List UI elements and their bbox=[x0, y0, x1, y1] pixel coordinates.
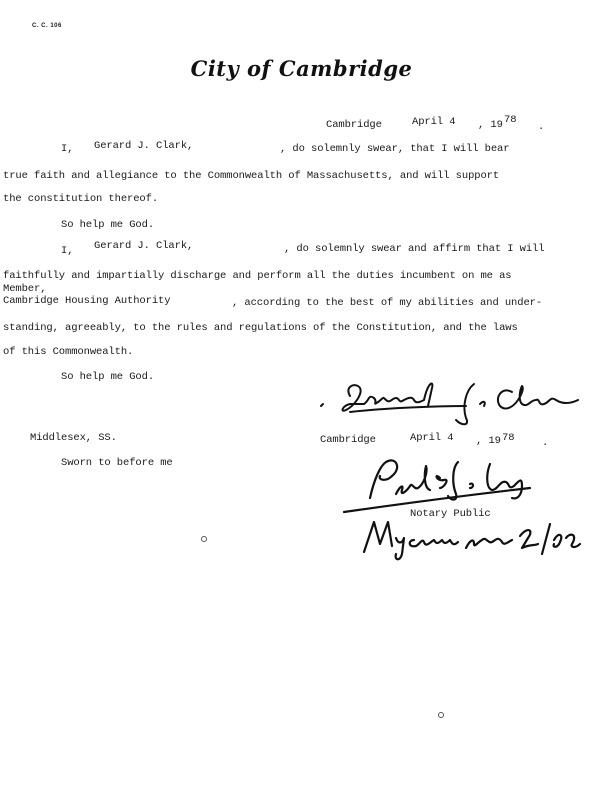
oath1-year-prefix: , 19 bbox=[478, 119, 503, 131]
document-title: City of Cambridge bbox=[190, 56, 413, 81]
oath2-line1-text: , do solemnly swear and affirm that I will bbox=[284, 243, 545, 255]
oath1-closing: So help me God. bbox=[61, 219, 155, 231]
oath-taker-signature bbox=[316, 376, 586, 426]
jurat-year-prefix: , 19 bbox=[476, 435, 501, 447]
form-number: C. C. 106 bbox=[32, 23, 62, 29]
scan-dot bbox=[201, 536, 207, 542]
oath1-line1-text: , do solemnly swear, that I will bear bbox=[280, 143, 510, 155]
oath2-line5: of this Commonwealth. bbox=[3, 346, 134, 358]
oath2-line2: faithfully and impartially discharge and perform all the duties incumbent on me as bbox=[3, 270, 512, 282]
oath2-closing: So help me God. bbox=[61, 371, 155, 383]
commission-expiry-handwriting bbox=[358, 514, 590, 568]
oath1-pronoun: I, bbox=[61, 143, 74, 155]
oath1-date: April 4 bbox=[412, 116, 456, 128]
oath1-line2: true faith and allegiance to the Commonwealth of Massachusetts, and will support bbox=[3, 170, 500, 182]
oath1-name: Gerard J. Clark, bbox=[94, 140, 194, 152]
notary-public-label: Notary Public bbox=[410, 508, 491, 520]
jurat-period: . bbox=[542, 437, 549, 449]
oath1-line3: the constitution thereof. bbox=[3, 193, 159, 205]
oath2-agency: Cambridge Housing Authority bbox=[3, 295, 171, 307]
oath2-line3-text: , according to the best of my abilities and under- bbox=[232, 297, 543, 309]
jurat-place: Cambridge bbox=[320, 434, 376, 446]
jurat-date: April 4 bbox=[410, 432, 454, 444]
oath1-period: . bbox=[538, 121, 545, 133]
oath2-pronoun: I, bbox=[61, 245, 74, 257]
jurat-sworn-text: Sworn to before me bbox=[61, 457, 173, 469]
oath1-year-suffix: 78 bbox=[504, 114, 517, 126]
jurat-year-suffix: 78 bbox=[502, 432, 515, 444]
scan-dot bbox=[438, 712, 444, 718]
oath1-place: Cambridge bbox=[326, 119, 382, 131]
jurat-county: Middlesex, SS. bbox=[30, 432, 117, 444]
oath2-name: Gerard J. Clark, bbox=[94, 240, 194, 252]
oath2-line4: standing, agreeably, to the rules and regulations of the Constitution, and the laws bbox=[3, 322, 518, 334]
oath2-position: Member, bbox=[3, 283, 47, 295]
